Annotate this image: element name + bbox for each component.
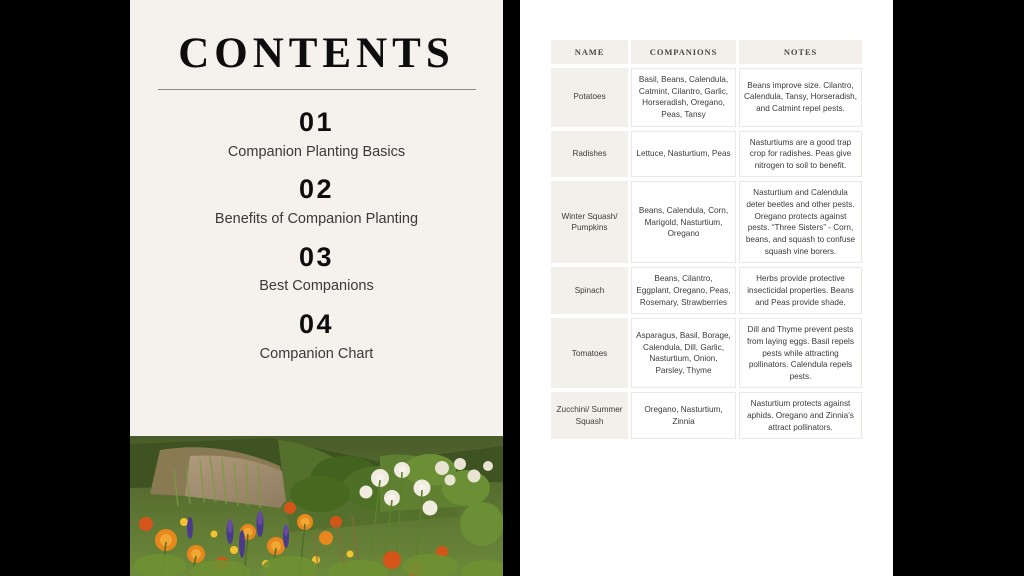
toc-item-01[interactable] [130, 106, 503, 162]
table-row [551, 181, 862, 263]
cell-companions: Asparagus, Basil, Borage, Calendula, Dill, Garlic, Nasturtium, Onion, Parsley, Thyme [631, 318, 736, 388]
toc-item-03[interactable] [130, 241, 503, 297]
companion-chart-slide [520, 0, 893, 576]
toc-number: 02 [298, 174, 335, 205]
column-header-companions: COMPANIONS [631, 40, 736, 64]
cell-companions: Basil, Beans, Calendula, Catmint, Cilantro, Garlic, Horseradish, Oregano, Peas, Tansy [631, 68, 736, 127]
cell-notes: Nasturtiums are a good trap crop for radishes. Peas give nitrogen to soil to benefit. [739, 131, 862, 178]
column-header-notes: NOTES [739, 40, 862, 64]
cell-notes: Nasturtium protects against aphids. Oregano and Zinnia’s attract pollinators. [739, 392, 862, 439]
toc-number: 04 [298, 308, 335, 339]
table-row [551, 68, 862, 127]
cell-notes: Herbs provide protective insecticidal properties. Beans and Peas provide shade. [739, 267, 862, 314]
cell-notes: Beans improve size. Cilantro, Calendula, Tansy, Horseradish, and Catmint repel pests. [739, 68, 862, 127]
cell-plant-name: Zucchini/ Summer Squash [551, 392, 628, 439]
cell-plant-name: Tomatoes [551, 318, 628, 388]
garden-photo [130, 436, 503, 576]
toc-item-02[interactable] [130, 173, 503, 229]
contents-slide [130, 0, 503, 576]
table-row [551, 267, 862, 314]
table-of-contents-list [130, 106, 503, 364]
cell-companions: Oregano, Nasturtium, Zinnia [631, 392, 736, 439]
cell-plant-name: Radishes [551, 131, 628, 178]
cell-plant-name: Potatoes [551, 68, 628, 127]
cell-companions: Lettuce, Nasturtium, Peas [631, 131, 736, 178]
toc-label: Benefits of Companion Planting [214, 211, 419, 228]
title-divider [158, 89, 476, 90]
column-header-name: NAME [551, 40, 628, 64]
toc-item-04[interactable] [130, 308, 503, 364]
cell-companions: Beans, Calendula, Corn, Marigold, Nasturtium, Oregano [631, 181, 736, 263]
table-row [551, 131, 862, 178]
table-row [551, 318, 862, 388]
table-row [551, 392, 862, 439]
page-title: CONTENTS [178, 30, 455, 77]
toc-label: Best Companions [259, 278, 374, 295]
companion-chart-table [548, 36, 865, 443]
toc-label: Companion Chart [259, 345, 374, 362]
cell-companions: Beans, Cilantro, Eggplant, Oregano, Peas, Rosemary, Strawberries [631, 267, 736, 314]
cell-notes: Dill and Thyme prevent pests from laying eggs. Basil repels pests while attracting pollinators. Calendula repels pests. [739, 318, 862, 388]
toc-number: 01 [298, 107, 335, 137]
cell-notes: Nasturtium and Calendula deter beetles and other pests. Oregano protects against pests. “Three Sisters” - Corn, beans, and squash to confuse squash vine borers. [739, 181, 862, 263]
toc-label: Companion Planting Basics [227, 143, 406, 160]
cell-plant-name: Spinach [551, 267, 628, 314]
table-header-row [551, 40, 862, 64]
cell-plant-name: Winter Squash/ Pumpkins [551, 181, 628, 263]
toc-number: 03 [298, 241, 335, 272]
